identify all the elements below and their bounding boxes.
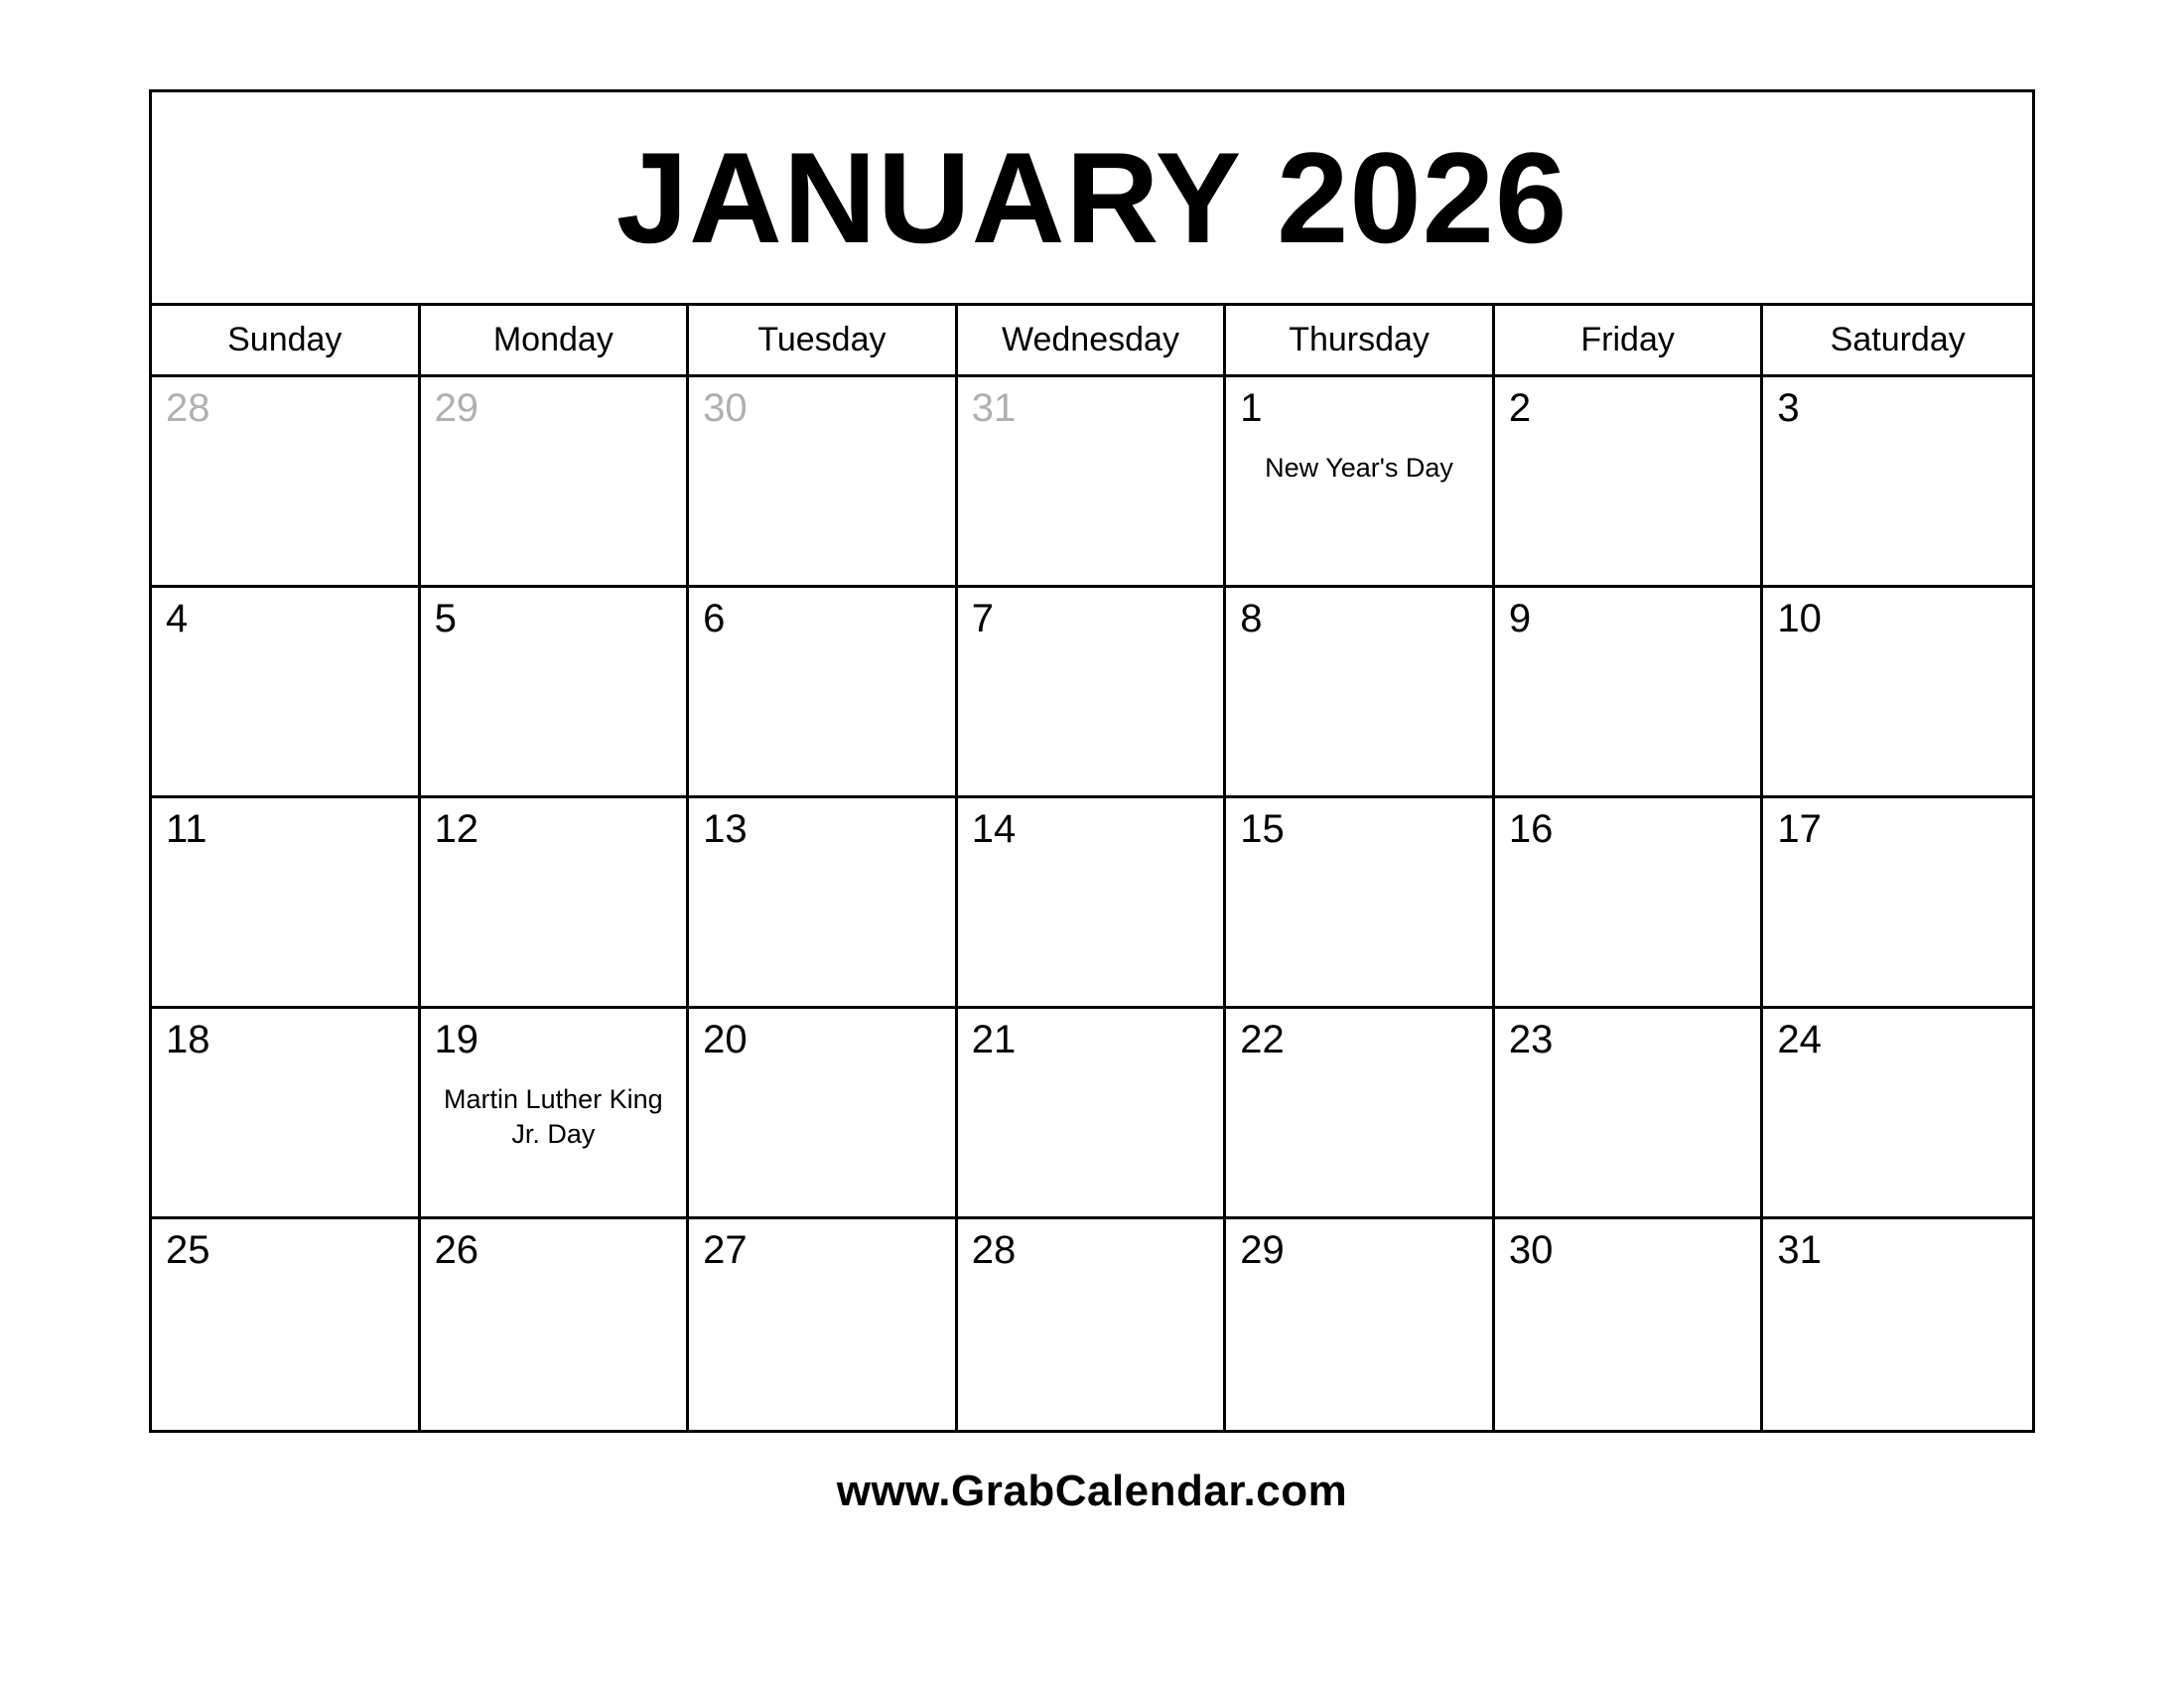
day-cell[interactable] [152, 588, 421, 795]
day-number: 30 [1508, 1228, 1554, 1272]
day-number: 18 [166, 1018, 210, 1061]
weekday-header-wednesday: Wednesday [958, 306, 1227, 374]
day-cell[interactable] [1226, 798, 1495, 1006]
day-cell[interactable] [1495, 1219, 1764, 1430]
day-number: 16 [1508, 807, 1554, 851]
day-number: 5 [434, 597, 457, 640]
day-cell[interactable] [1495, 588, 1764, 795]
day-number: 28 [971, 1228, 1017, 1272]
calendar-week-row [152, 377, 2032, 588]
calendar-week-row [152, 1219, 2032, 1430]
day-cell[interactable] [421, 588, 690, 795]
day-number: 15 [1240, 807, 1285, 851]
day-cell[interactable] [1226, 1219, 1495, 1430]
day-number: 6 [703, 597, 726, 640]
day-number: 7 [971, 597, 994, 640]
weekday-header-monday: Monday [421, 306, 690, 374]
day-cell[interactable] [1763, 1219, 2032, 1430]
day-cell[interactable] [958, 1009, 1227, 1216]
day-number: 11 [166, 807, 207, 851]
day-cell[interactable] [421, 377, 690, 585]
day-number: 10 [1777, 597, 1822, 640]
calendar-week-row [152, 798, 2032, 1009]
day-cell[interactable] [1763, 798, 2032, 1006]
day-cell[interactable] [152, 798, 421, 1006]
day-number: 27 [703, 1228, 748, 1272]
calendar-week-row [152, 588, 2032, 798]
weekday-header-thursday: Thursday [1226, 306, 1495, 374]
day-number: 31 [971, 386, 1017, 430]
day-cell[interactable] [421, 1219, 690, 1430]
day-cell[interactable] [421, 1009, 690, 1216]
day-cell[interactable] [689, 377, 958, 585]
day-event: New Year's Day [1265, 453, 1453, 483]
day-cell[interactable] [958, 1219, 1227, 1430]
day-cell[interactable] [958, 377, 1227, 585]
weekday-header-friday: Friday [1495, 306, 1764, 374]
day-number: 12 [434, 807, 479, 851]
day-number: 9 [1508, 597, 1532, 640]
day-cell[interactable] [1226, 377, 1495, 585]
day-cell[interactable] [1226, 1009, 1495, 1216]
day-cell[interactable] [689, 588, 958, 795]
day-cell[interactable] [1495, 798, 1764, 1006]
day-number: 8 [1240, 597, 1263, 640]
day-number: 23 [1508, 1018, 1554, 1061]
day-number: 31 [1777, 1228, 1822, 1272]
day-number: 21 [971, 1018, 1017, 1061]
day-number: 2 [1508, 386, 1532, 430]
day-cell[interactable] [689, 1009, 958, 1216]
day-cell[interactable] [1495, 1009, 1764, 1216]
day-cell[interactable] [421, 798, 690, 1006]
day-number: 14 [971, 807, 1017, 851]
day-cell[interactable] [1763, 588, 2032, 795]
day-number: 1 [1240, 386, 1263, 430]
day-number: 26 [434, 1228, 479, 1272]
weekday-header-tuesday: Tuesday [689, 306, 958, 374]
weekday-header-saturday: Saturday [1830, 321, 1966, 358]
day-cell[interactable] [958, 798, 1227, 1006]
calendar-weeks [152, 377, 2032, 1430]
weekday-header-sunday: Sunday [152, 306, 421, 374]
monthly-calendar [149, 89, 2035, 1433]
day-number: 3 [1777, 386, 1800, 430]
calendar-title-row [152, 92, 2032, 306]
day-cell[interactable] [958, 588, 1227, 795]
day-number: 30 [703, 386, 748, 430]
day-cell[interactable] [689, 798, 958, 1006]
day-number: 4 [166, 597, 189, 640]
calendar-week-row [152, 1009, 2032, 1219]
day-number: 20 [703, 1018, 748, 1061]
day-number: 28 [166, 386, 210, 430]
day-cell[interactable] [152, 377, 421, 585]
day-number: 25 [166, 1228, 210, 1272]
website-footer: www.GrabCalendar.com [836, 1467, 1348, 1515]
day-number: 17 [1777, 807, 1822, 851]
day-number: 29 [434, 386, 479, 430]
day-number: 22 [1240, 1018, 1285, 1061]
day-event: Martin Luther King Jr. Day [444, 1084, 663, 1150]
day-cell[interactable] [1763, 1009, 2032, 1216]
day-cell[interactable] [1763, 377, 2032, 585]
weekday-header-row [152, 306, 2032, 377]
day-cell[interactable] [152, 1219, 421, 1430]
month-year-title: JANUARY 2026 [615, 125, 1569, 270]
day-number: 29 [1240, 1228, 1285, 1272]
day-number: 24 [1777, 1018, 1822, 1061]
day-cell[interactable] [1226, 588, 1495, 795]
day-number: 13 [703, 807, 748, 851]
day-number: 19 [434, 1018, 479, 1061]
day-cell[interactable] [152, 1009, 421, 1216]
day-cell[interactable] [689, 1219, 958, 1430]
day-cell[interactable] [1495, 377, 1764, 585]
